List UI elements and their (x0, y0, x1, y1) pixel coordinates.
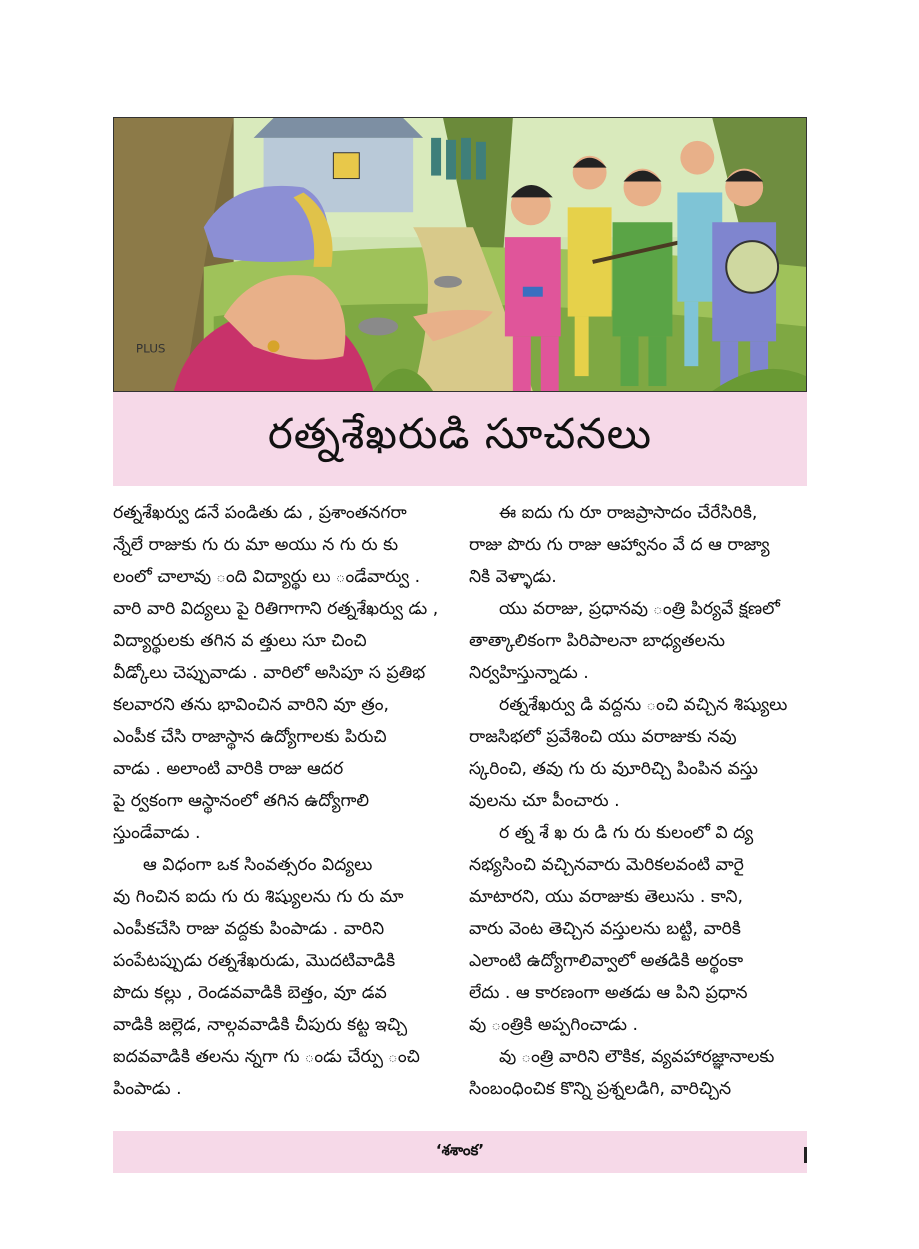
text-line: పింపాడు . (113, 1079, 182, 1099)
text-line: నిర్వహిస్తున్నాడు . (469, 663, 589, 683)
text-line: పొదు కల్లు , రెండవవాడికి బెత్తం, వూ డవ (113, 983, 387, 1003)
text-line: స్తుండేవాడు . (113, 823, 201, 843)
text-line: లంలో చాలావు ంది విద్యార్థు లు ండేవార్వు . (113, 567, 421, 587)
text-line: యు వరాజు, ప్రధానవు ంత్రి పిర్యవే క్షణలో (499, 599, 780, 619)
text-line: సింబంధించిక కొన్ని ప్రశ్నలడిగి, వారిచ్చిన (469, 1079, 732, 1099)
story-title: రత్నశేఖరుడి సూచనలు (267, 409, 653, 458)
text-line: విద్యార్థులకు తగిన వ త్తులు సూ చించి (113, 631, 367, 651)
text-line: వులను చూ పీంచారు . (469, 791, 620, 811)
text-line: వారు వెంట తెచ్చిన వస్తులను బట్టి, వారికి (469, 919, 741, 939)
page-marker (804, 1147, 807, 1163)
footer-band (113, 1131, 807, 1173)
text-line: రత్నశేఖర్వు డి వద్దను ంచి వచ్చిన శిష్యులు (499, 695, 788, 715)
text-line: కలవారని తను భావించిన వారిని వూ త్రం, (113, 695, 390, 715)
text-line: లేదు . ఆ కారణంగా అతడు ఆ పిని ప్రధాన (469, 983, 748, 1003)
text-line: పంపేటప్పుడు రత్నశేఖరుడు, మొదటివాడికి (113, 951, 396, 971)
text-line: వాడికి జల్లెడ, నాల్గవవాడికి చీపురు కట్ట ఇచ్చి (113, 1015, 408, 1035)
text-line: ర త్న శే ఖ రు డి గు రు కులంలో వి ద్య (499, 823, 754, 843)
text-line: రాజసిభలో ప్రవేశించి యు వరాజుకు నవు (469, 727, 737, 747)
text-line: వాడు . అలాంటి వారికి రాజు ఆదర (113, 759, 344, 779)
text-line: పై ర్వకంగా ఆస్థానంలో తగిన ఉద్యోగాలి (113, 791, 370, 811)
text-line: మాటారని, యు వరాజుకు తెలుసు . కాని, (469, 887, 743, 907)
text-line: రాజు పొరు గు రాజు ఆహ్వానం వే ద ఆ రాజ్యా (469, 535, 770, 555)
text-line: నికి వెళ్ళాడు. (469, 567, 557, 587)
text-line: రత్నశేఖర్వు డనే పండితు డు , ప్రశాంతనగరా (113, 503, 407, 523)
text-line: వు ంత్రి వారిని లౌకిక, వ్యవహారజ్ఞానాలకు (499, 1047, 775, 1067)
text-line: ఐదవవాడికి తలను న్నగా గు ండు చేర్పు ంచి (113, 1047, 420, 1067)
text-line: వు ంత్రికి అప్పగించాడు . (469, 1015, 638, 1035)
text-line: వారి వారి విద్యలు పై రితిగాగాని రత్నశేఖర్వు డు , (113, 599, 439, 619)
text-line: ఆ విధంగా ఒక సింవత్సరం విద్యలు (143, 855, 373, 875)
text-line: స్కరించి, తవు గు రు వుూరిచ్చి పింపిన వస్తు (469, 759, 758, 779)
story-illustration (113, 117, 807, 392)
text-line: ఎంపీక చేసి రాజాస్థాన ఉద్యోగాలకు పిరుచి (113, 727, 387, 747)
text-line: వు గించిన ఐదు గు రు శిష్యులను గు రు మా (113, 887, 404, 907)
text-line: న్నేలే రాజుకు గు రు మా అయు న గు రు కు (113, 535, 399, 555)
text-line: వీడ్కోలు చెప్పువాడు . వారిలో అసిపూ స ప్రతిభ (113, 663, 426, 683)
text-line: ఎలాంటి ఉద్యోగాలివ్వాలో అతడికి అర్థంకా (469, 951, 744, 971)
text-line: తాత్కాలికంగా పిరిపాలనా బాధ్యతలను (469, 631, 725, 651)
text-line: ఈ ఐదు గు రూ రాజప్రాసాదం చేరేసిరికి, (499, 503, 758, 523)
text-line: నభ్యసించి వచ్చినవారు మెరికలవంటి వారై (469, 855, 744, 875)
artist-signature: PLUS (135, 341, 166, 356)
author-name: ‘శశాంక’ (435, 1141, 485, 1159)
text-line: ఎంపీకచేసి రాజు వద్దకు పింపాడు . వారిని (113, 919, 385, 939)
left-column (113, 497, 451, 1105)
story-text (113, 497, 807, 1127)
right-column (469, 497, 807, 1105)
title-band (113, 392, 807, 486)
forest-scene-illustration (114, 118, 806, 391)
